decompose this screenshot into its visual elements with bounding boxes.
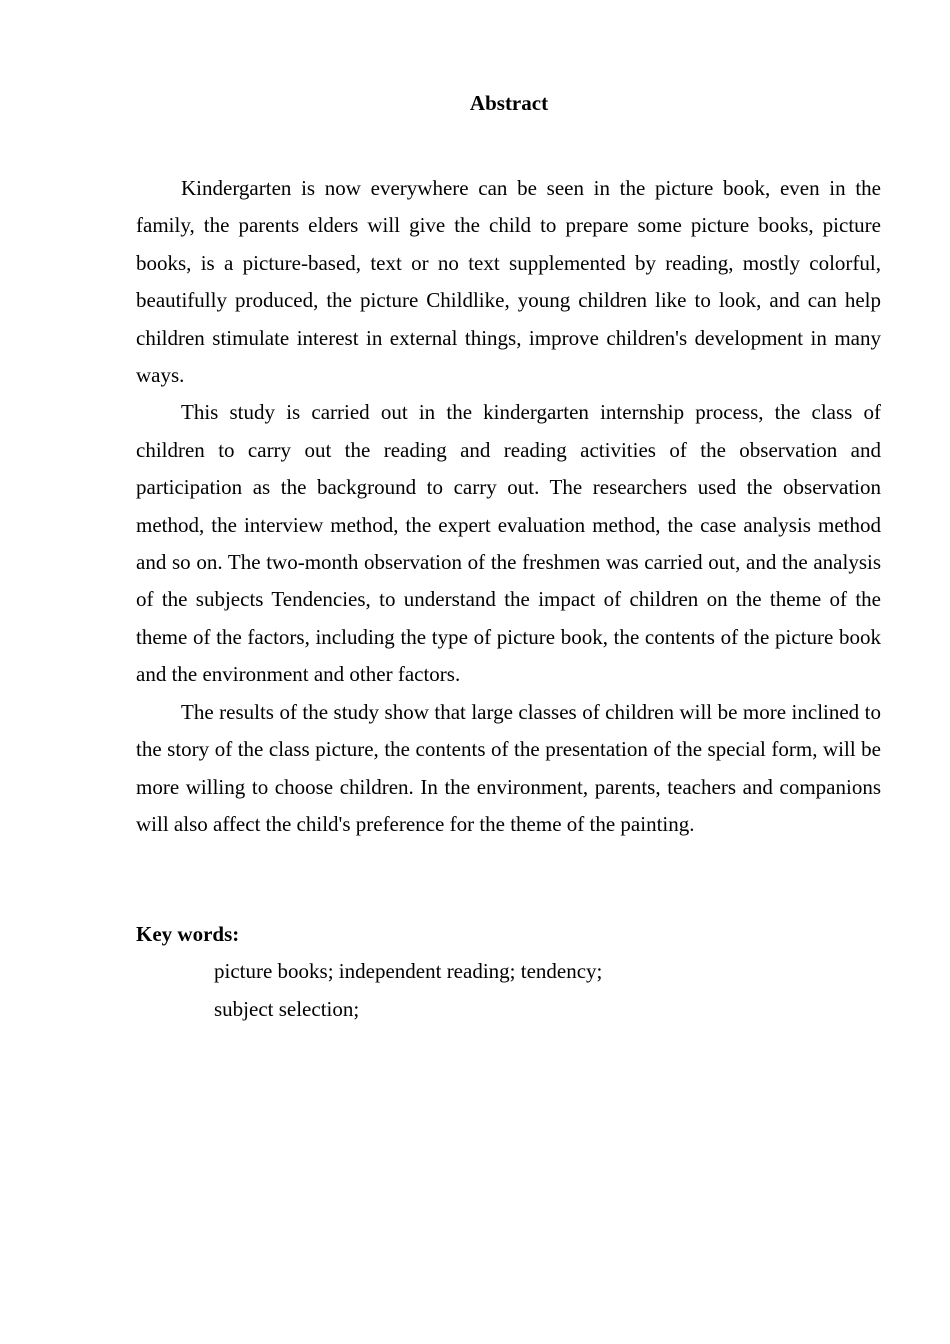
keywords-line: picture books; independent reading; tendency; [214,959,603,984]
abstract-body [136,170,881,843]
keywords-heading: Key words: [136,922,240,946]
abstract-paragraph: The results of the study show that large classes of children will be more inclined to the story of the class picture, the contents of the presentation of the special form, will be more willing to choose children. In the environment, parents, teachers and companions will also affect the child's preference for the theme of the painting. [136,699,881,836]
abstract-title: Abstract [469,91,549,115]
abstract-paragraph: Kindergarten is now everywhere can be seen in the picture book, even in the family, the parents elders will give the child to prepare some picture books, picture books, is a picture-based, text or no text supplemented by reading, mostly colorful, beautifully produced, the picture Childlike, young children like to look, and can help children stimulate interest in external things, improve children's development in many ways. [136,176,881,388]
keywords-line: subject selection; [214,996,360,1021]
keywords-section [136,916,881,1028]
abstract-paragraph: This study is carried out in the kindergarten internship process, the class of children to carry out the reading and reading activities of the observation and participation as the background to carry out. The researchers used the observation method, the interview method, the expert evaluation method, the case analysis method and so on. The two-month observation of the freshmen was carried out, and the analysis of the subjects Tendencies, to understand the impact of children on the theme of the theme of the factors, including the type of picture book, the contents of the picture book and the environment and other factors. [136,400,881,687]
